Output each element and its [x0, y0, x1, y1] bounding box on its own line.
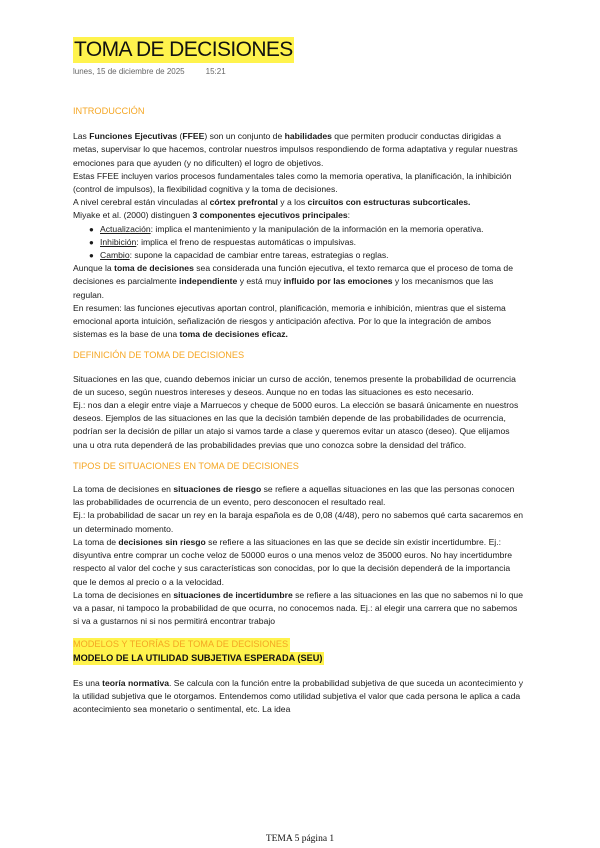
intro-paragraph-4: Miyake et al. (2000) distinguen 3 componentes ejecutivos principales: [73, 210, 351, 221]
note-meta [73, 65, 525, 77]
definition-paragraph-1: Situaciones en las que, cuando debemos iniciar un curso de acción, tenemos presente la probabilidad de ocurrencia de un suceso, según nuestros intereses y deseos. Aunque no en todas las situaciones es esto necesario. [73, 373, 516, 397]
page-footer: TEMA 5 página 1 [265, 834, 335, 844]
bullet-icon: ● [89, 224, 94, 234]
section-heading-introduccion: INTRODUCCIÓN [73, 106, 145, 116]
list-item-cambio: ● Cambio: supone la capacidad de cambiar entre tareas, estrategias o reglas. [100, 249, 525, 262]
page-title: TOMA DE DECISIONES [74, 38, 293, 61]
intro-paragraph-3: A nivel cerebral están vinculadas al córtex prefrontal y a los circuitos con estructuras subcorticales. [73, 197, 471, 208]
section-heading-tipos: TIPOS DE SITUACIONES EN TOMA DE DECISIONES [73, 460, 299, 471]
types-paragraph-2: Ej.: la probabilidad de sacar un rey en la baraja española es de 0,08 (4/48), pero no sabemos qué carta sacaremos en un determinado momento. [73, 510, 524, 534]
section-heading-definicion: DEFINICIÓN DE TOMA DE DECISIONES [73, 350, 245, 361]
note-date: lunes, 15 de diciembre de 2025 [73, 67, 185, 76]
section-heading-modelos: MODELOS Y TEORÍAS DE TOMA DE DECISIONES [73, 638, 290, 651]
bullet-icon: ● [89, 237, 94, 247]
intro-paragraph-6: En resumen: las funciones ejecutivas aportan control, planificación, memoria e inhibición, mientras que el sistema emocional aporta intuición, señalización de riesgos y anticipación afectiva. Por lo que la integración de ambos sistemas es la base de una toma de decisiones eficaz. [73, 302, 506, 340]
components-list [73, 223, 525, 263]
types-paragraph-3: La toma de decisiones sin riesgo se refiere a las situaciones en las que se decide sin existir incertidumbre. Ej.: disyuntiva entre comprar un coche veloz de 50000 euros o una menos veloz de 35000 euros. No hay incertidumbre respecto al valor del coche y sus características son conocidas, por lo que la decisión dependerá de la importancia que le demos al precio o a la velocidad. [73, 536, 513, 587]
models-paragraph-1: Es una teoría normativa. Se calcula con la función entre la probabilidad subjetiva de que suceda un acontecimiento y la utilidad subjetiva que le otorgamos. Entendemos como utilidad subjetiva el valor que cada persona le aplica a cada acontecimiento sea monetario o sentimental, etc. La idea [73, 677, 524, 715]
note-content [73, 37, 525, 716]
note-time: 15:21 [205, 67, 226, 76]
list-item-actualizacion: ● Actualización: implica el mantenimiento y la manipulación de la información en la memoria operativa. [100, 223, 525, 236]
definition-paragraph-2: Ej.: nos dan a elegir entre viaje a Marruecos y cheque de 5000 euros. La elección se basará únicamente en nuestros deseos. Ejemplos de las situaciones en las que la decisión también depende de las probabilidades de ocurrencia, podrían ser la decisión de pillar un atajo si vamos tarde a clase y queremos evitar un atasco (deseo). Que elijamos una u otra ruta dependerá de las probabilidades previas que uno conozca sobre la densidad del tráfico. [73, 400, 519, 450]
intro-paragraph-5: Aunque la toma de decisiones sea considerada una función ejecutiva, el texto remarca que el proceso de toma de decisiones es parcialmente independiente y está muy influido por las emociones y los mecanismos que las regulan. [73, 263, 513, 300]
list-item-inhibicion: ● Inhibición: implica el freno de respuestas automáticas o impulsivas. [100, 236, 525, 249]
types-paragraph-1: La toma de decisiones en situaciones de riesgo se refiere a aquellas situaciones en las que las personas conocen las probabilidades de ocurrencia de un evento, pero desconocen el resultado real. [73, 484, 515, 508]
bullet-icon: ● [89, 251, 94, 261]
intro-paragraph-1: Las Funciones Ejecutivas (FFEE) son un conjunto de habilidades que permiten producir conductas dirigidas a metas, supervisar lo que hacemos, controlar nuestros impulsos respondiendo de forma adaptativa y regular nuestras emociones para que ayuden (y no dificulten) el logro de objetivos. [73, 131, 518, 168]
intro-paragraph-2: Estas FFEE incluyen varios procesos fundamentales tales como la memoria operativa, la planificación, la inhibición (control de impulsos), la flexibilidad cognitiva y la toma de decisiones. [73, 170, 512, 195]
subheading-seu: MODELO DE LA UTILIDAD SUBJETIVA ESPERADA (SEU) [73, 652, 324, 665]
types-paragraph-4: La toma de decisiones en situaciones de incertidumbre se refiere a las situaciones en las que no sabemos ni lo que va a pasar, ni tampoco la probabilidad de que ocurra, no conocemos nada. Ej.: al elegir una carrera que no sabemos si va a gustarnos ni si nos permitirá encontrar trabajo [73, 589, 523, 627]
